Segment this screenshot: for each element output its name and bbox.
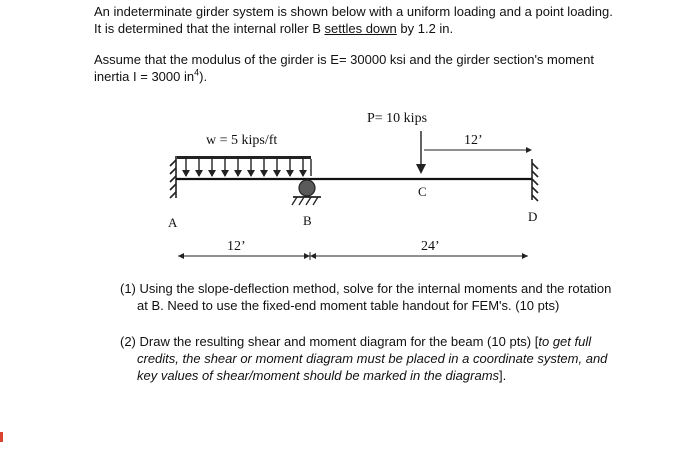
question-2-line-3-post: ]. bbox=[499, 368, 507, 383]
fixed-support-d bbox=[532, 159, 538, 201]
point-load-arrow bbox=[416, 131, 426, 174]
dimension-ab-label: 12’ bbox=[227, 239, 246, 254]
point-label-b: B bbox=[303, 213, 312, 228]
settles-down-text: settles down bbox=[324, 21, 397, 36]
question-2-line-3 bbox=[137, 367, 506, 384]
span-label-top: 12’ bbox=[464, 133, 483, 148]
left-edge-mark bbox=[0, 432, 3, 442]
question-2-line-1-pre: (2) Draw the resulting shear and moment diagram for the beam (10 pts) [ bbox=[120, 334, 539, 349]
question-2-line-2 bbox=[137, 350, 607, 367]
distributed-load bbox=[177, 156, 311, 177]
intro-line-2-post: by 1.2 in. bbox=[396, 21, 454, 36]
load-p-label: P= 10 kips bbox=[367, 111, 428, 126]
intro-line-2-pre: It is determined that the internal roller B bbox=[94, 21, 325, 36]
point-label-a: A bbox=[168, 215, 178, 230]
point-label-c: C bbox=[418, 184, 427, 199]
question-2-line-1 bbox=[120, 333, 591, 350]
question-1-line-2: at B. Need to use the fixed-end moment table handout for FEM's. (10 pts) bbox=[137, 298, 560, 313]
assume-line-1: Assume that the modulus of the girder is E= 30000 ksi and the girder section's moment bbox=[94, 52, 594, 67]
question-2-line-3-em: key values of shear/moment should be marked in the diagrams bbox=[137, 368, 500, 383]
question-2-line-1-em: to get full bbox=[538, 334, 592, 349]
exponent-4: 4 bbox=[194, 67, 200, 78]
dimension-bd-label: 24’ bbox=[421, 239, 440, 254]
assume-line-2-pre: inertia I = 3000 in bbox=[94, 69, 195, 84]
roller-support-b bbox=[292, 180, 321, 205]
assume-line-2-post: ). bbox=[199, 69, 208, 84]
fixed-support-a bbox=[170, 156, 176, 198]
intro-line-1: An indeterminate girder system is shown below with a uniform loading and a point loading. bbox=[94, 4, 613, 19]
question-1-line-1: (1) Using the slope-deflection method, solve for the internal moments and the rotation bbox=[120, 281, 612, 296]
load-w-label: w = 5 kips/ft bbox=[206, 133, 278, 148]
question-2-line-2-em: credits, the shear or moment diagram must be placed in a coordinate system, and bbox=[137, 351, 608, 366]
point-label-d: D bbox=[528, 209, 538, 224]
